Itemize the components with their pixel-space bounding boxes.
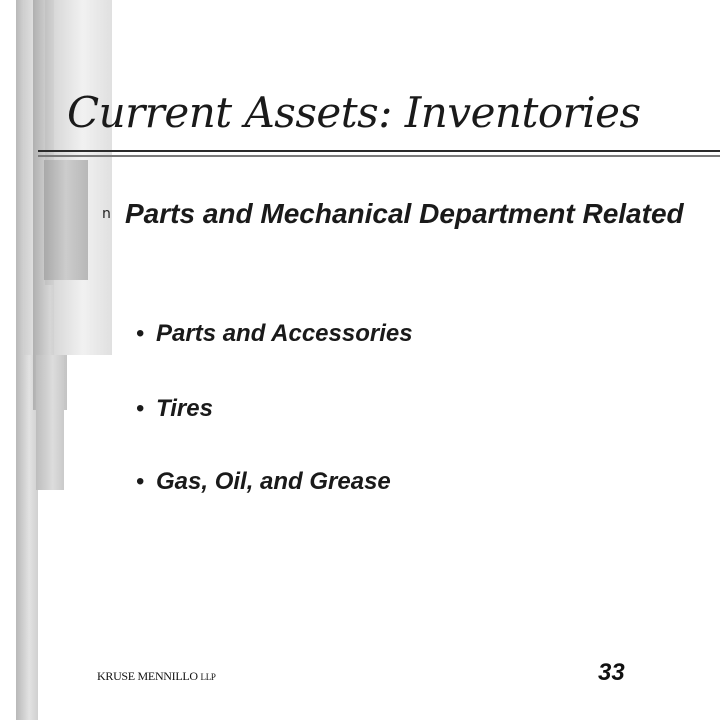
firm-suffix: LLP (200, 672, 216, 682)
sub-bullet-text: Tires (156, 395, 213, 422)
firm-name: KRUSE MENNILLO (97, 669, 198, 683)
title-divider-shadow (38, 155, 720, 157)
main-bullet-text: Parts and Mechanical Department Related (125, 198, 684, 229)
sub-bullet-item (136, 395, 213, 423)
sub-bullet-item (136, 320, 413, 348)
sub-bullet-marker: • (136, 468, 145, 495)
sub-bullet-marker: • (136, 320, 145, 347)
main-bullet-marker: n (102, 206, 111, 222)
sub-bullet-text: Parts and Accessories (156, 320, 413, 347)
page-number: 33 (598, 659, 625, 686)
footer-firm-name (97, 669, 216, 684)
title-divider (38, 150, 720, 152)
decorative-bar (44, 160, 88, 280)
decorative-bar (36, 355, 64, 490)
sub-bullet-text: Gas, Oil, and Grease (156, 468, 391, 495)
sub-bullet-item (136, 468, 391, 496)
slide-title: Current Assets: Inventories (67, 88, 641, 137)
sub-bullet-marker: • (136, 395, 145, 422)
